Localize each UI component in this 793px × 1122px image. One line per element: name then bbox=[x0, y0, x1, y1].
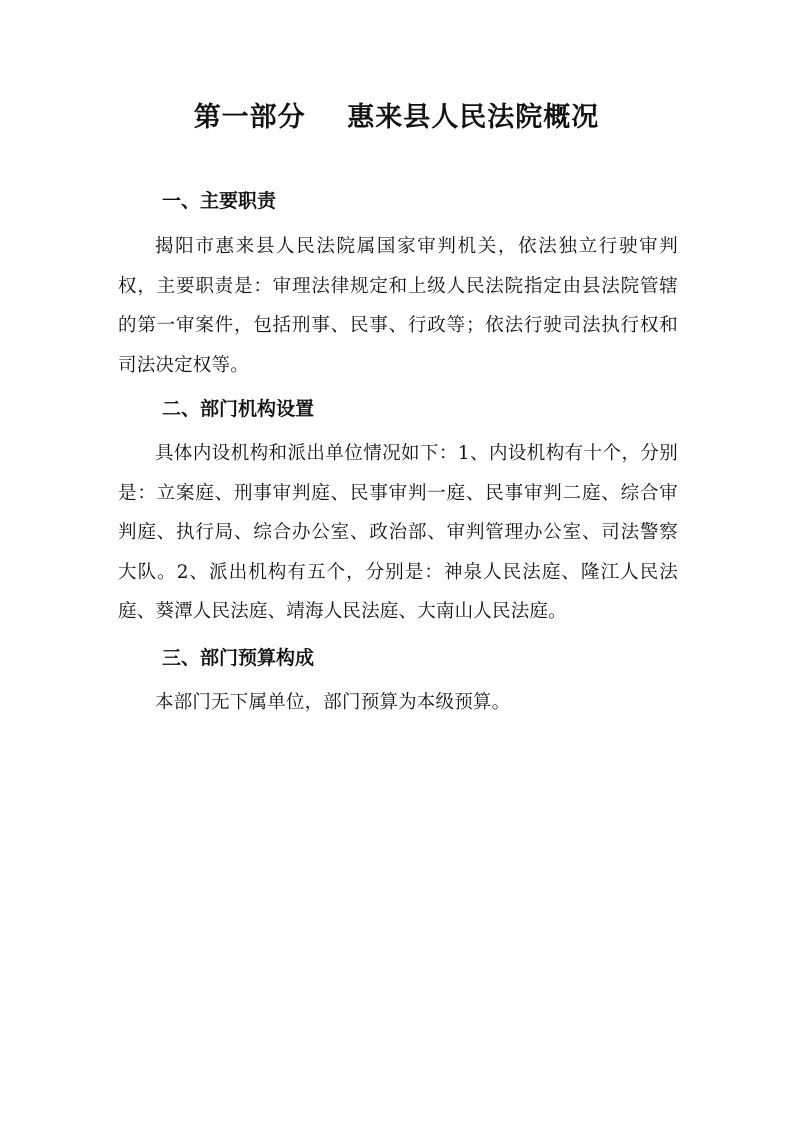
section-heading-budget-composition: 三、部门预算构成 bbox=[162, 647, 315, 669]
page-title: 第一部分 惠来县人民法院概况 bbox=[193, 102, 600, 133]
section-body-budget-composition: 本部门无下属单位，部门预算为本级预算。 bbox=[155, 692, 511, 713]
section-body-department-structure: 具体内设机构和派出单位情况如下：1、内设机构有十个，分别是：立案庭、刑事审判庭、民事审判一庭、民事审判二庭、综合审判庭、执行局、综合办公室、政治部、审判管理办公室、司法警察大队。2、派出机构有五个，分别是：神泉人民法庭、隆江人民法庭、葵潭人民法庭、靖海人民法庭、大南山人民法庭。 bbox=[118, 443, 678, 622]
section-heading-main-duties: 一、主要职责 bbox=[162, 190, 277, 212]
section-heading-department-structure: 二、部门机构设置 bbox=[162, 398, 315, 420]
section-body-main-duties: 揭阳市惠来县人民法院属国家审判机关，依法独立行驶审判权，主要职责是：审理法律规定和上级人民法院指定由县法院管辖的第一审案件，包括刑事、民事、行政等；依法行驶司法执行权和司法决定权等。 bbox=[118, 236, 678, 376]
